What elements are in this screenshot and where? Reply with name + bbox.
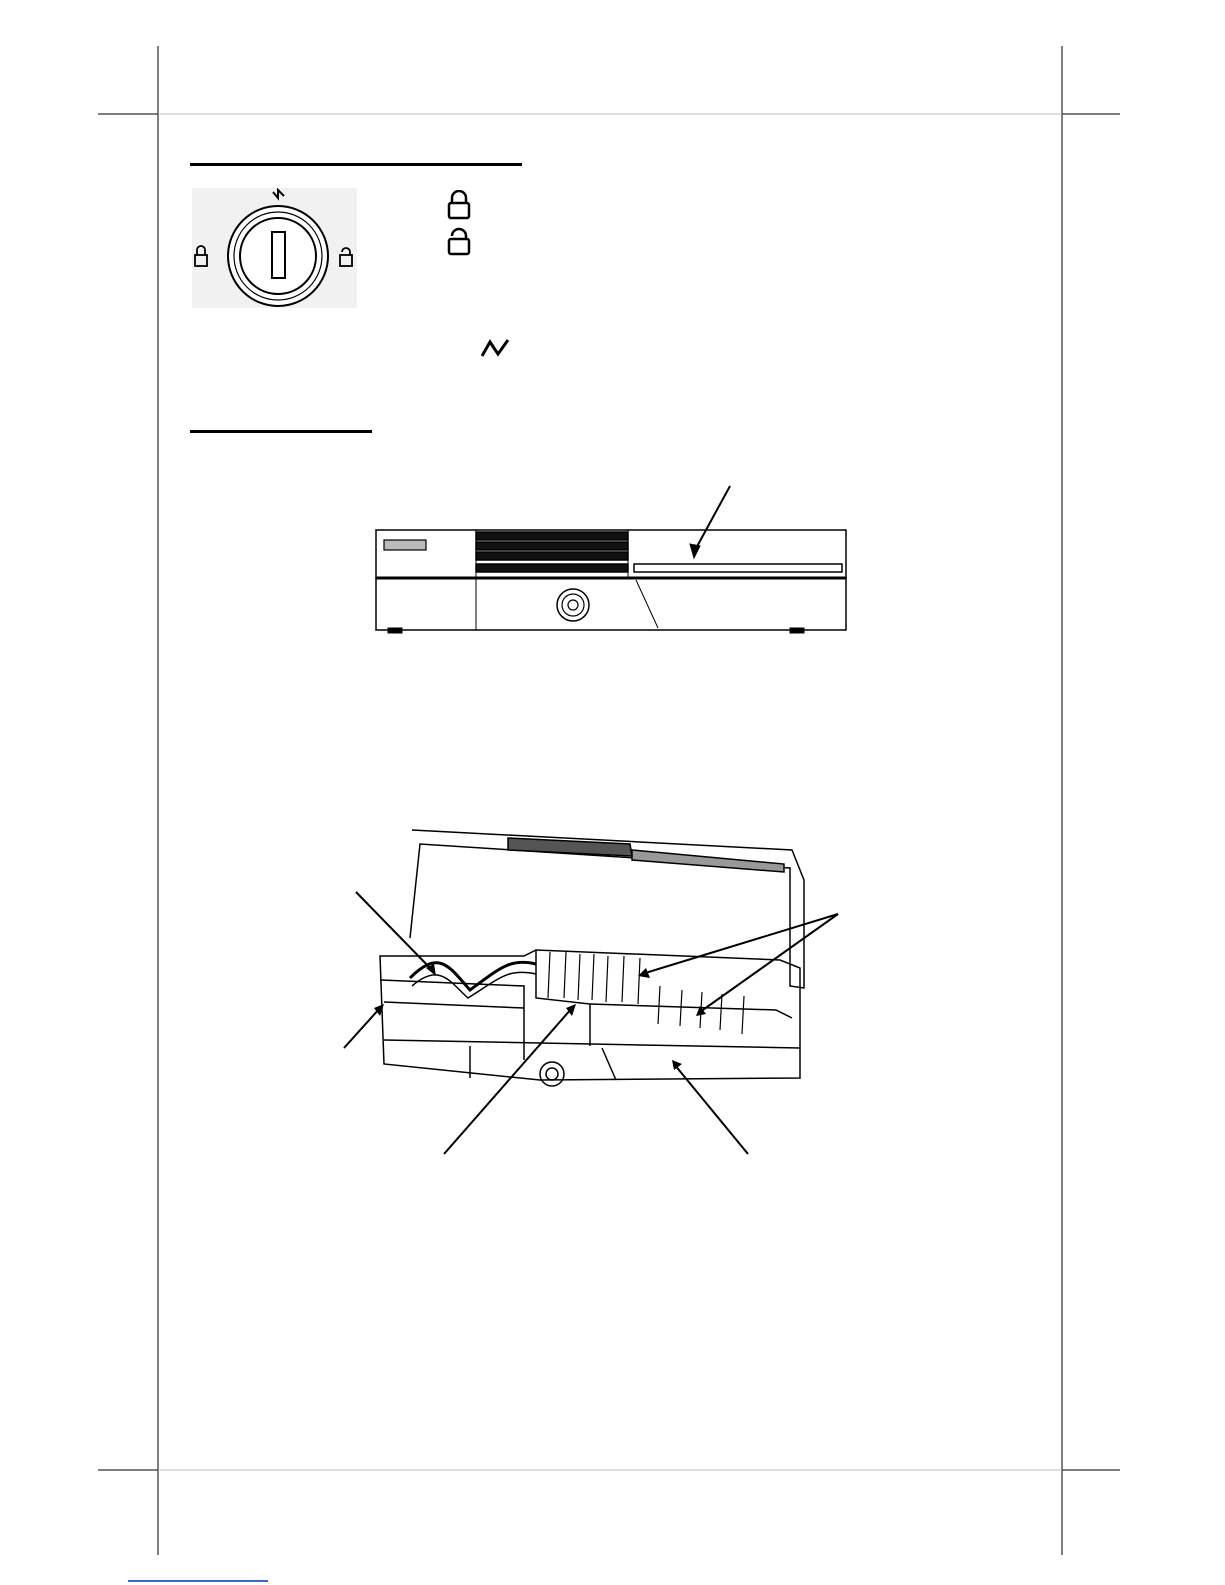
section-rule-parts xyxy=(190,430,372,433)
cash-drawer-open-view xyxy=(340,828,880,1158)
locked-padlock-icon xyxy=(446,190,474,220)
footer-link-underline[interactable] xyxy=(128,1580,268,1582)
logo-plate xyxy=(384,540,426,550)
unlocked-padlock-icon xyxy=(446,226,474,256)
slot-pointer-arrow xyxy=(694,486,730,552)
cash-drawer-front-view xyxy=(368,480,888,650)
section-rule-key-lock xyxy=(190,163,522,166)
drawer-release-icon xyxy=(478,336,518,360)
key-lock-dial-diagram xyxy=(192,188,357,308)
